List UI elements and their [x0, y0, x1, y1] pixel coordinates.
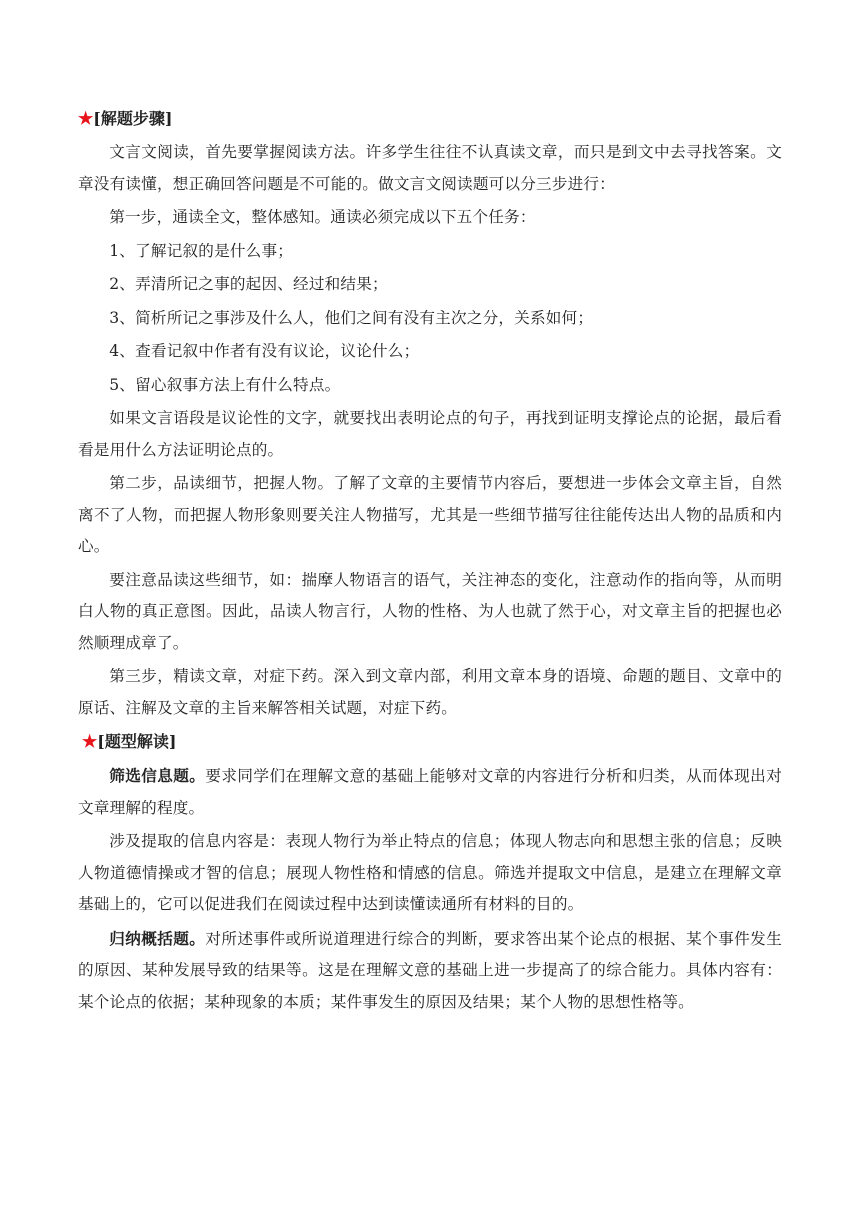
- star-icon: ★: [78, 109, 94, 129]
- paragraph: 第二步，品读细节，把握人物。了解了文章的主要情节内容后，要想进一步体会文章主旨，自然离不了人物，而把握人物形象则要关注人物描写，尤其是一些细节描写往往能传达出人物的品质和内心。: [78, 474, 782, 555]
- paragraph: 第三步，精读文章，对症下药。深入到文章内部，利用文章本身的语境、命题的题目、文章中的原话、注解及文章的主旨来解答相关试题，对症下药。: [78, 667, 782, 717]
- list-item: 5、留心叙事方法上有什么特点。: [109, 375, 341, 394]
- paragraph-summary: [78, 923, 782, 1019]
- section-heading-steps: [78, 107, 782, 131]
- list-item: 1、了解记叙的是什么事；: [109, 241, 294, 260]
- list-item: 4、查看记叙中作者有没有议论，议论什么；: [109, 342, 420, 360]
- paragraph-text: 对所述事件或所说道理进行综合的判断，要求答出某个论点的根据、某个事件发生的原因、某种发展导致的结果等。这是在理解文意的基础上进一步提高了的综合能力。具体内容有：某个论点的依据；某种现象的本质；某件事发生的原因及结果；某个人物的思想性格等。: [78, 929, 783, 1011]
- paragraph: 文言文阅读，首先要掌握阅读方法。许多学生往往不认真读文章，而只是到文中去寻找答案。文章没有读懂，想正确回答问题是不可能的。做文言文阅读题可以分三步进行：: [78, 143, 782, 193]
- section-heading-question-types: [82, 730, 782, 754]
- list-item: 2、弄清所记之事的起因、经过和结果；: [109, 275, 388, 293]
- paragraph-text: 要求同学们在理解文意的基础上能够对文章的内容进行分析和归类，从而体现出对文章理解的程度。: [78, 767, 783, 817]
- paragraph: 涉及提取的信息内容是：表现人物行为举止特点的信息；体现人物志向和思想主张的信息；反映人物道德情操或才智的信息；展现人物性格和情感的信息。筛选并提取文中信息，是建立在理解文章基础上的，它可以促进我们在阅读过程中达到读懂读通所有材料的目的。: [78, 832, 782, 913]
- heading-text: [题型解读]: [97, 732, 177, 751]
- paragraph: 如果文言语段是议论性的文字，就要找出表明论点的句子，再找到证明支撑论点的论据，最后看看是用什么方法证明论点的。: [78, 409, 782, 459]
- bold-term: 归纳概括题。: [109, 928, 206, 948]
- paragraph-info-screening: [78, 760, 782, 824]
- paragraph: 要注意品读这些细节，如：揣摩人物语言的语气，关注神态的变化，注意动作的指向等，从而明白人物的真正意图。因此，品读人物言行，人物的性格、为人也就了然于心，对文章主旨的把握也必然顺理成章了。: [78, 570, 782, 652]
- list-item: 3、简析所记之事涉及什么人，他们之间有没有主次之分，关系如何；: [109, 308, 594, 327]
- paragraph: 第一步，通读全文，整体感知。通读必须完成以下五个任务：: [109, 208, 536, 226]
- heading-text: [解题步骤]: [93, 109, 173, 128]
- star-icon: ★: [82, 732, 98, 752]
- bold-term: 筛选信息题。: [109, 766, 206, 785]
